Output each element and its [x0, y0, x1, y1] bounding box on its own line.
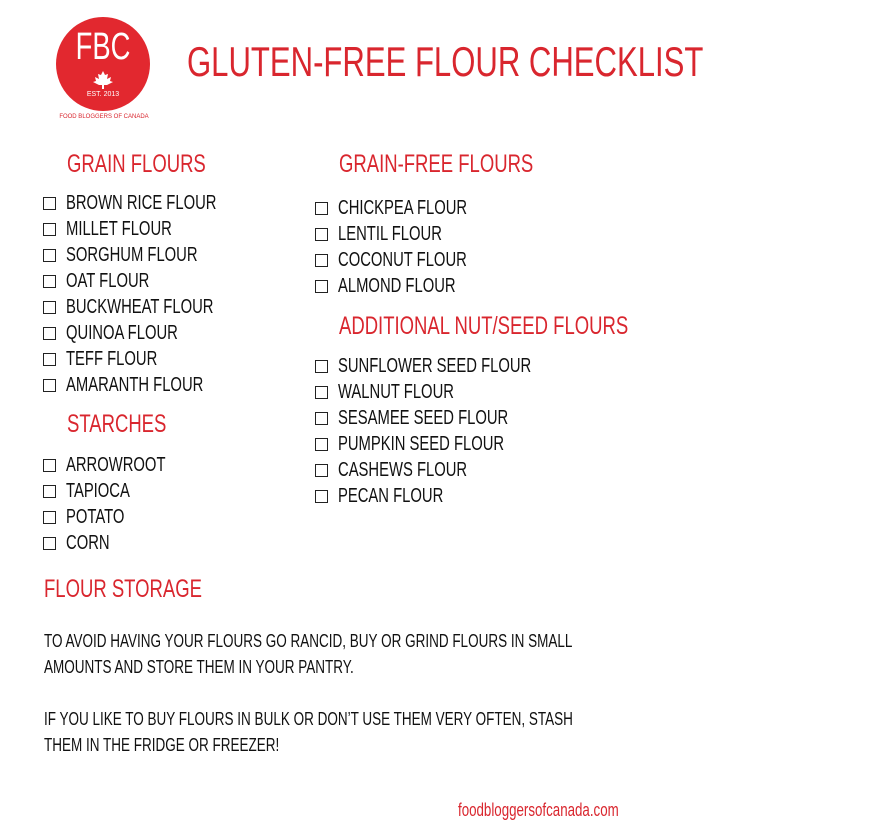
grain-flours-heading: [67, 150, 255, 179]
checklist-item[interactable]: [43, 270, 179, 292]
checklist-item[interactable]: [43, 296, 265, 318]
grain-free-flours-heading: [339, 150, 602, 179]
heading-text: ADDITIONAL NUT/SEED FLOURS: [339, 312, 629, 340]
item-label: CORN: [66, 531, 110, 554]
item-label: PECAN FLOUR: [338, 484, 444, 507]
starches-heading: [67, 410, 201, 439]
item-label: CASHEWS FLOUR: [338, 458, 468, 481]
checkbox[interactable]: [43, 275, 56, 288]
checkbox[interactable]: [43, 223, 56, 236]
checkbox[interactable]: [315, 490, 328, 503]
checklist-item[interactable]: [315, 355, 599, 377]
checkbox[interactable]: [43, 459, 56, 472]
checkbox[interactable]: [315, 464, 328, 477]
item-label: CHICKPEA FLOUR: [338, 196, 468, 219]
checklist-item[interactable]: [43, 192, 269, 214]
checklist-item[interactable]: [315, 249, 512, 271]
checkbox[interactable]: [43, 537, 56, 550]
footer-link-text: foodbloggersofcanada.com: [458, 800, 619, 820]
item-label: WALNUT FLOUR: [338, 380, 454, 403]
checklist-item[interactable]: [315, 433, 562, 455]
item-label: POTATO: [66, 505, 125, 528]
item-label: QUINOA FLOUR: [66, 321, 178, 344]
heading-text: GRAIN FLOURS: [67, 150, 206, 178]
nut-seed-flours-heading: [339, 312, 730, 341]
logo-tagline: FOOD BLOGGERS OF CANADA: [59, 114, 149, 120]
checklist-item[interactable]: [315, 275, 497, 297]
checkbox[interactable]: [315, 228, 328, 241]
checkbox[interactable]: [43, 353, 56, 366]
item-label: MILLET FLOUR: [66, 217, 172, 240]
item-label: TEFF FLOUR: [66, 347, 158, 370]
storage-paragraph: TO AVOID HAVING YOUR FLOURS GO RANCID, BUY OR GRIND FLOURS IN SMALL AMOUNTS AND STORE THEM IN YOUR PANTRY.: [44, 631, 572, 677]
checklist-item[interactable]: [43, 374, 252, 396]
logo-initials: [56, 25, 150, 69]
checklist-item[interactable]: [43, 454, 200, 476]
checkbox[interactable]: [315, 438, 328, 451]
heading-text: GRAIN-FREE FLOURS: [339, 150, 534, 178]
checklist-item[interactable]: [43, 506, 145, 528]
item-label: TAPIOCA: [66, 479, 130, 502]
checklist-item[interactable]: [315, 485, 480, 507]
checkbox[interactable]: [315, 280, 328, 293]
checkbox[interactable]: [315, 386, 328, 399]
checkbox[interactable]: [43, 301, 56, 314]
flour-storage-heading: [44, 575, 257, 604]
checkbox[interactable]: [43, 327, 56, 340]
item-label: PUMPKIN SEED FLOUR: [338, 432, 505, 455]
checkbox[interactable]: [315, 412, 328, 425]
checklist-item[interactable]: [43, 480, 152, 502]
item-label: ARROWROOT: [66, 453, 166, 476]
maple-leaf-icon: [93, 71, 113, 89]
checkbox[interactable]: [43, 485, 56, 498]
storage-paragraph: IF YOU LIKE TO BUY FLOURS IN BULK OR DON’T USE THEM VERY OFTEN, STASH THEM IN THE FRIDGE OR FREEZER!: [44, 709, 573, 755]
logo-est: EST. 2013: [86, 91, 120, 98]
checkbox[interactable]: [43, 249, 56, 262]
item-label: SORGHUM FLOUR: [66, 243, 198, 266]
checklist-item[interactable]: [315, 197, 512, 219]
checklist-item[interactable]: [315, 381, 495, 403]
heading-text: STARCHES: [67, 410, 167, 438]
checklist-item[interactable]: [43, 532, 125, 554]
page-title-text: GLUTEN-FREE FLOUR CHECKLIST: [187, 38, 704, 85]
item-label: AMARANTH FLOUR: [66, 373, 204, 396]
checklist-item[interactable]: [43, 244, 244, 266]
checkbox[interactable]: [43, 511, 56, 524]
fbc-logo: [56, 17, 150, 111]
checkbox[interactable]: [315, 254, 328, 267]
checkbox[interactable]: [315, 360, 328, 373]
checkbox[interactable]: [315, 202, 328, 215]
item-label: ALMOND FLOUR: [338, 274, 456, 297]
item-label: SESAMEE SEED FLOUR: [338, 406, 509, 429]
page-title: [187, 38, 885, 86]
checklist-item[interactable]: [43, 348, 189, 370]
checklist-item[interactable]: [43, 322, 217, 344]
item-label: COCONUT FLOUR: [338, 248, 467, 271]
checklist-item[interactable]: [315, 223, 478, 245]
item-label: OAT FLOUR: [66, 269, 150, 292]
item-label: BUCKWHEAT FLOUR: [66, 295, 214, 318]
heading-text: FLOUR STORAGE: [44, 575, 202, 603]
item-label: SUNFLOWER SEED FLOUR: [338, 354, 532, 377]
checkbox[interactable]: [43, 197, 56, 210]
checklist-item[interactable]: [315, 459, 512, 481]
item-label: BROWN RICE FLOUR: [66, 191, 217, 214]
item-label: LENTIL FLOUR: [338, 222, 442, 245]
footer-link[interactable]: [458, 800, 675, 821]
checkbox[interactable]: [43, 379, 56, 392]
checklist-item[interactable]: [43, 218, 209, 240]
checklist-item[interactable]: [315, 407, 568, 429]
logo-initials-text: FBC: [75, 26, 131, 68]
